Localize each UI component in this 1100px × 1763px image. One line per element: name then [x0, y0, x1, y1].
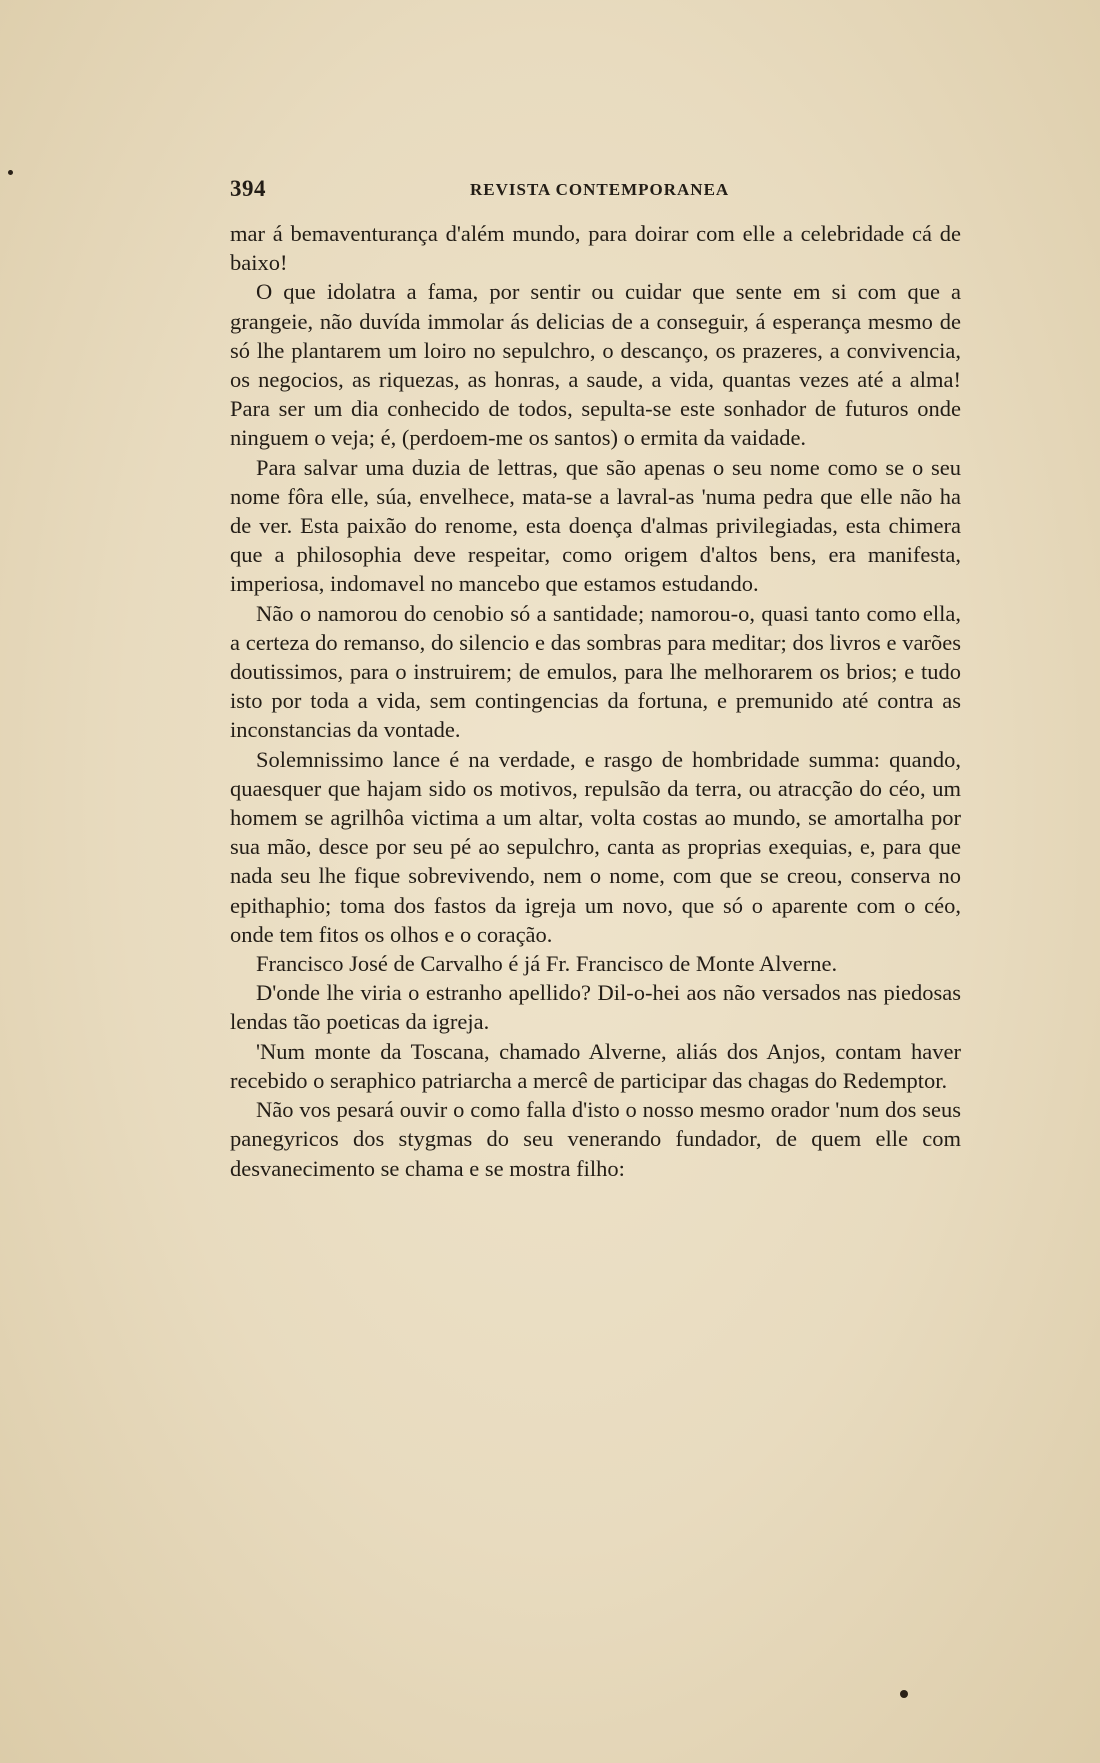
body-text: [230, 219, 961, 1183]
page-header: [230, 176, 970, 206]
paragraph: mar á bemaventurança d'além mundo, para doirar com elle a celebridade cá de baixo!: [230, 221, 961, 276]
ink-speck: [900, 1690, 908, 1698]
paragraph: Não o namorou do cenobio só a santidade; namorou-o, quasi tanto como ella, a certeza do remanso, do silencio e das sombras para meditar; dos livros e varões doutissimos, para o instruirem; de emulos, para lhe melhorarem os brios; e tudo isto por toda a vida, sem contingencias da fortuna, e premunido até contra as inconstancias da vontade.: [230, 600, 961, 743]
paragraph: Francisco José de Carvalho é já Fr. Francisco de Monte Alverne.: [256, 951, 838, 977]
paragraph: Para salvar uma duzia de lettras, que são apenas o seu nome como se o seu nome fôra elle, súa, envelhece, mata-se a lavral-as 'numa pedra que elle não ha de ver. Esta paixão do renome, esta doença d'almas privilegiadas, esta chimera que a philosophia deve respeitar, como origem d'altos bens, era manifesta, imperiosa, indomavel no mancebo que estamos estudando.: [230, 454, 961, 597]
page-number: 394: [230, 176, 266, 201]
paragraph: Não vos pesará ouvir o como falla d'isto o nosso mesmo orador 'num dos seus panegyricos dos stygmas do seu venerando fundador, de quem elle com desvanecimento se chama e se mostra filho:: [230, 1097, 961, 1181]
ink-speck: [8, 170, 13, 175]
paragraph: 'Num monte da Toscana, chamado Alverne, aliás dos Anjos, contam haver recebido o seraphico patriarcha a mercê de participar das chagas do Redemptor.: [230, 1038, 961, 1093]
paragraph: D'onde lhe viria o estranho apellido? Dil-o-hei aos não versados nas piedosas lendas tão poeticas da igreja.: [230, 980, 961, 1035]
paragraph: Solemnissimo lance é na verdade, e rasgo de hombridade summa: quando, quaesquer que hajam sido os motivos, repulsão da terra, ou atracção do céo, um homem se agrilhôa victima a um altar, volta costas ao mundo, se amortalha por sua mão, desce por seu pé ao sepulchro, canta as proprias exequias, e, para que nada seu lhe fique sobrevivendo, nem o nome, com que se creou, conserva no epithaphio; toma dos fastos da igreja um novo, que só o aparente com o céo, onde tem fitos os olhos e o coração.: [230, 746, 961, 947]
paragraph: O que idolatra a fama, por sentir ou cuidar que sente em si com que a grangeie, não duvída immolar ás delicias de a conseguir, á esperança mesmo de só lhe plantarem um loiro no sepulchro, o descanço, os prazeres, a convivencia, os negocios, as riquezas, as honras, a saude, a vida, quantas vezes até a alma! Para ser um dia conhecido de todos, sepulta-se este sonhador de futuros onde ninguem o veja; é, (perdoem-me os santos) o ermita da vaidade.: [230, 279, 961, 451]
running-title: REVISTA CONTEMPORANEA: [470, 180, 730, 199]
